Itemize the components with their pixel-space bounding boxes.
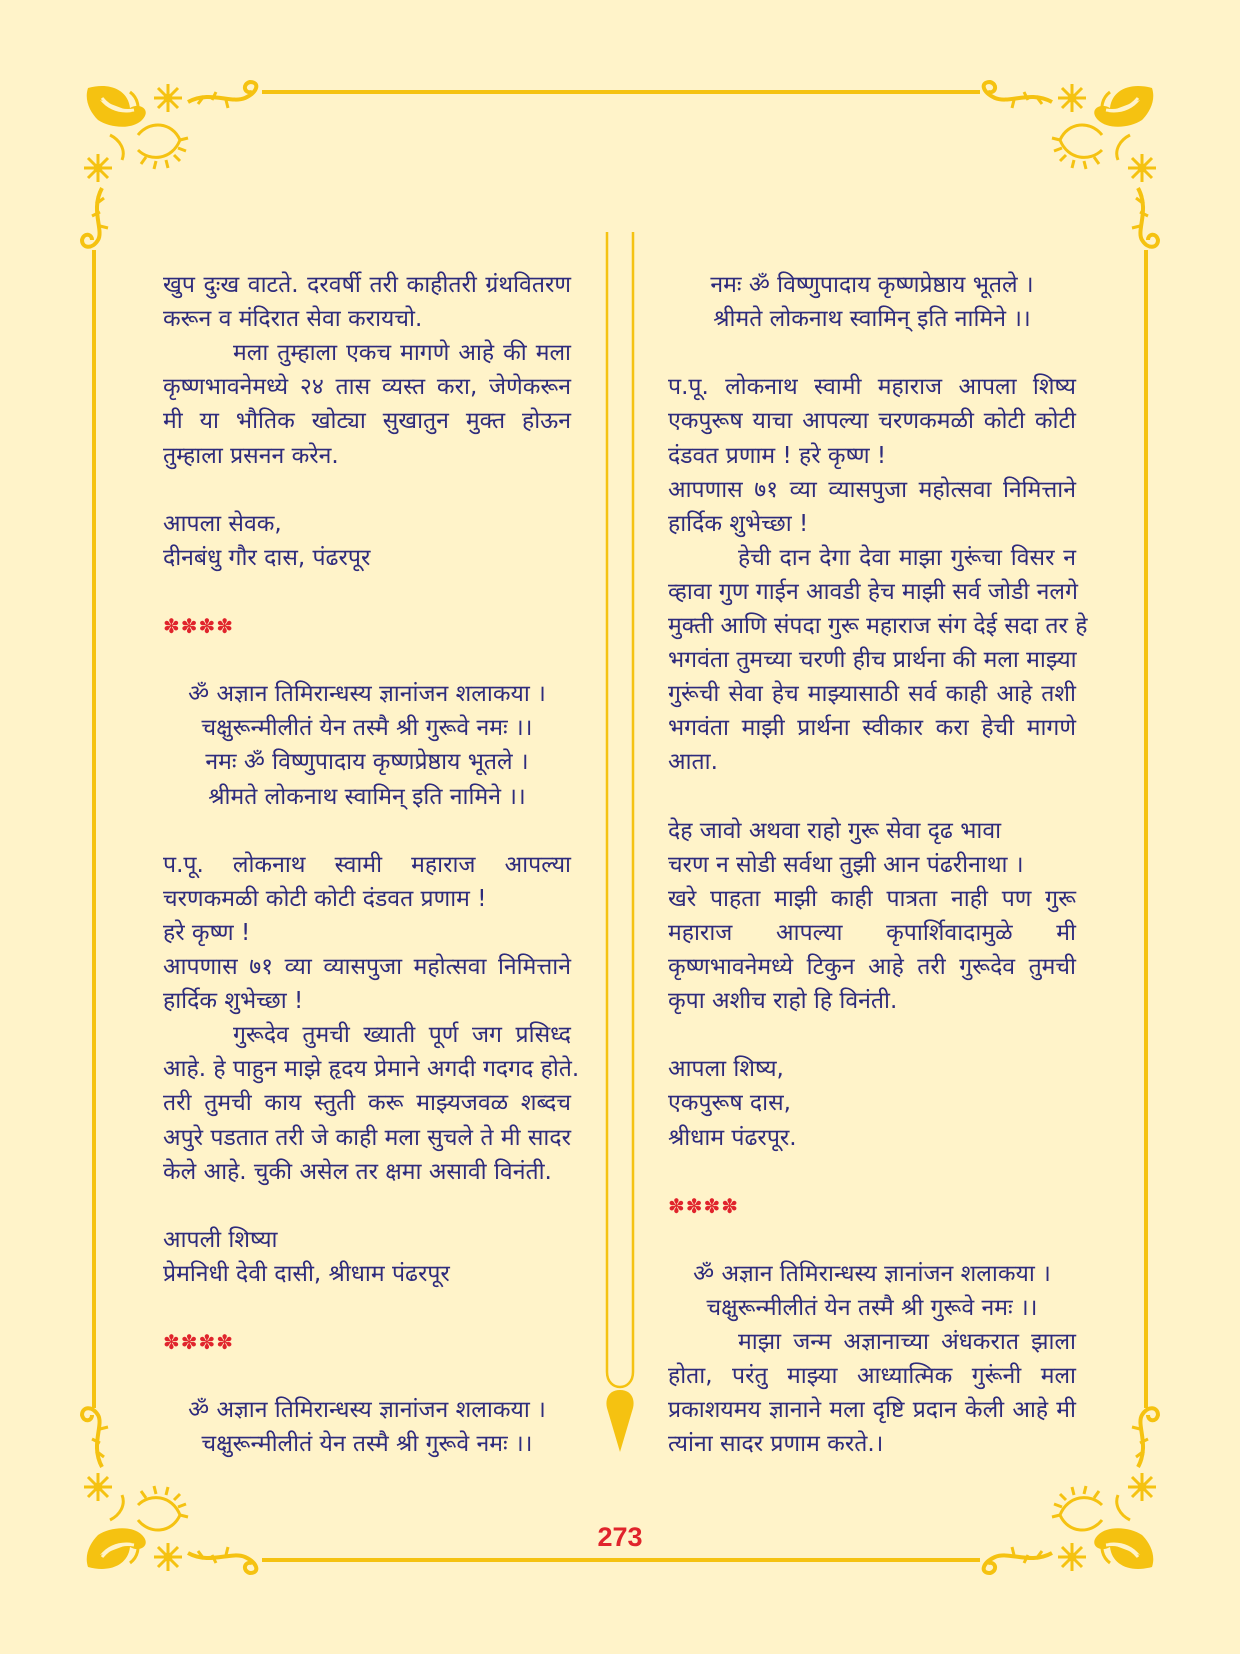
text-line: कृपा अशीच राहो हि विनंती. <box>668 988 898 1015</box>
text-line: माझा जन्म अज्ञानाच्या अंधकरात झाला <box>738 1329 1076 1356</box>
text-line: तुम्हाला प्रसनन करेन. <box>163 442 339 469</box>
text-line: अपुरे पडतात तरी जे काही मला सुचले ते मी सादर <box>163 1124 571 1151</box>
text-line: तरी तुमची काय स्तुती करू माझ्यजवळ शब्दच <box>163 1090 571 1117</box>
verse-line: श्रीमते लोकनाथ स्वामिन् इति नामिने ।। <box>713 306 1031 333</box>
text-line: देह जावो अथवा राहो गुरू सेवा दृढ भावा <box>668 817 1002 844</box>
text-line: कृष्णभावनेमध्ये २४ तास व्यस्त करा, जेणेकरून <box>163 374 571 401</box>
verse-line: नमः ॐ विष्णुपादाय कृष्णप्रेष्ठाय भूतले । <box>710 272 1034 298</box>
left-column <box>163 0 580 1654</box>
text-line: हार्दिक शुभेच्छा ! <box>668 510 809 537</box>
border-left-line <box>92 250 96 1408</box>
text-line: हरे कृष्ण ! <box>163 919 251 946</box>
tilak-column-divider <box>598 232 642 1462</box>
verse-line: चक्षुरून्मीलीतं येन तस्मै श्री गुरूवे नमः ।। <box>201 1431 533 1458</box>
section-separator-stars: ✽✽✽✽ <box>163 614 235 638</box>
text-line: आपणास ७१ व्या व्यासपुजा महोत्सवा निमित्ताने <box>668 476 1076 503</box>
text-line: प.पू. लोकनाथ स्वामी महाराज आपल्या <box>163 851 571 878</box>
text-line: गुरूंची सेवा हेच माझ्यासाठी सर्व काही आहे तशी <box>668 681 1076 708</box>
section-separator-stars: ✽✽✽✽ <box>163 1330 235 1355</box>
section-separator-stars: ✽✽✽✽ <box>668 1193 740 1218</box>
verse-line: ॐ अज्ञान तिमिरान्धस्य ज्ञानांजन शलाकया । <box>693 1260 1051 1287</box>
text-line: हार्दिक शुभेच्छा ! <box>163 988 304 1015</box>
text-line: आपणास ७१ व्या व्यासपुजा महोत्सवा निमित्ताने <box>163 954 571 980</box>
text-line: भगवंता माझी प्रार्थना स्वीकार करा हेची मागणे <box>668 715 1076 742</box>
text-line: प.पू. लोकनाथ स्वामी महाराज आपला शिष्य <box>668 374 1076 401</box>
text-line: चरणकमळी कोटी कोटी दंडवत प्रणाम ! <box>163 885 487 912</box>
text-line: श्रीधाम पंढरपूर. <box>668 1124 797 1151</box>
text-line: प्रकाशयमय ज्ञानाने मला दृष्टि प्रदान केली आहे मी <box>668 1397 1076 1424</box>
text-line: चरण न सोडी सर्वथा तुझी आन पंढरीनाथा । <box>668 851 1024 878</box>
text-line: होता, परंतु माझ्या आध्यात्मिक गुरूंनी मला <box>668 1363 1076 1390</box>
text-line: महाराज आपल्या कृपार्शिवादामुळे मी <box>668 919 1076 946</box>
text-line: मुक्ती आणि संपदा गुरू महाराज संग देई सदा तर हे <box>668 613 1088 639</box>
verse-line: नमः ॐ विष्णुपादाय कृष्णप्रेष्ठाय भूतले । <box>205 749 529 776</box>
divider-lines <box>607 232 633 1387</box>
text-line: एकपुरूष याचा आपल्या चरणकमळी कोटी कोटी <box>668 408 1076 435</box>
text-line: गुरूदेव तुमची ख्याती पूर्ण जग प्रसिध्द <box>233 1022 571 1049</box>
text-line: कृष्णभावनेमध्ये टिकुन आहे तरी गुरूदेव तुमची <box>668 954 1076 980</box>
text-line: आपला सेवक, <box>163 510 282 537</box>
right-column <box>668 0 1088 1654</box>
text-line: दीनबंधु गौर दास, पंढरपूर <box>163 544 371 571</box>
text-line: हेची दान देगा देवा माझा गुरूंचा विसर न <box>738 544 1076 571</box>
text-line: मला तुम्हाला एकच मागणे आहे की मला <box>233 340 571 367</box>
text-line: मी या भौतिक खोट्या सुखातुन मुक्त होऊन <box>163 408 571 435</box>
verse-line: चक्षुरून्मीलीतं येन तस्मै श्री गुरूवे नमः ।। <box>706 1295 1038 1321</box>
text-line: दंडवत प्रणाम ! हरे कृष्ण ! <box>668 442 887 469</box>
text-line: खरे पाहता माझी काही पात्रता नाही पण गुरू <box>668 885 1076 912</box>
text-line: प्रेमनिधी देवी दासी, श्रीधाम पंढरपूर <box>163 1260 450 1287</box>
text-line: भगवंता तुमच्या चरणी हीच प्रार्थना की मला माझ्या <box>668 647 1077 674</box>
text-line: करून व मंदिरात सेवा करायचो. <box>163 306 423 333</box>
divider-drop-icon <box>606 1390 633 1452</box>
verse-line: ॐ अज्ञान तिमिरान्धस्य ज्ञानांजन शलाकया । <box>188 1397 546 1424</box>
text-line: व्हावा गुण गाईन आवडी हेच माझी सर्व जोडी नलगे <box>668 578 1078 605</box>
page-number: 273 <box>597 1522 643 1552</box>
verse-line: ॐ अज्ञान तिमिरान्धस्य ज्ञानांजन शलाकया । <box>188 681 546 708</box>
text-line: आता. <box>668 749 718 776</box>
text-line: आहे. हे पाहुन माझे हृदय प्रेमाने अगदी गदगद होते. <box>163 1056 580 1083</box>
text-line: त्यांना सादर प्रणाम करते.। <box>668 1431 884 1458</box>
text-line: आपली शिष्या <box>163 1226 278 1253</box>
text-line: खुप दुःख वाटते. दरवर्षी तरी काहीतरी ग्रंथवितरण <box>163 272 571 298</box>
verse-line: श्रीमते लोकनाथ स्वामिन् इति नामिने ।। <box>208 783 526 810</box>
text-line: केले आहे. चुकी असेल तर क्षमा असावी विनंती. <box>163 1158 552 1185</box>
text-line: आपला शिष्य, <box>668 1056 784 1083</box>
text-line: एकपुरूष दास, <box>668 1090 791 1117</box>
border-right-line <box>1144 250 1148 1408</box>
verse-line: चक्षुरून्मीलीतं येन तस्मै श्री गुरूवे नमः ।। <box>201 715 533 742</box>
